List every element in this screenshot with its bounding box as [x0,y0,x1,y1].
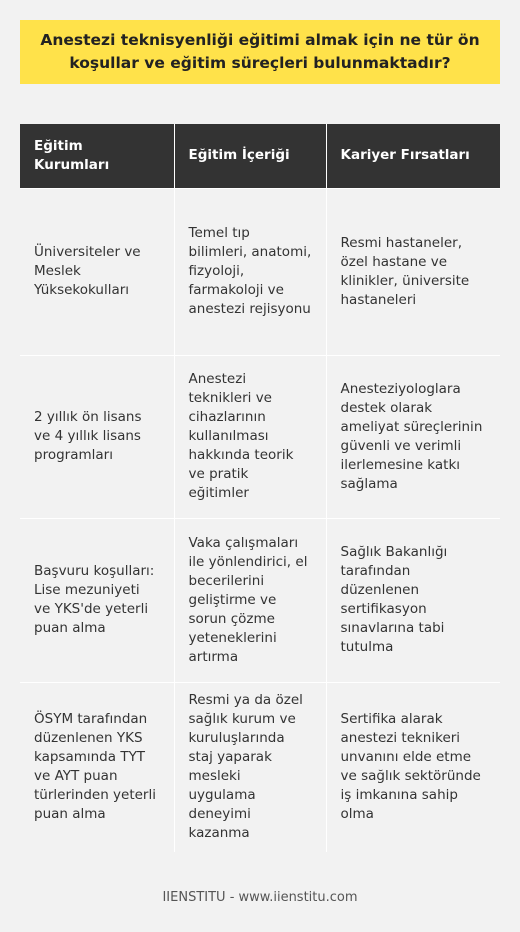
info-table [20,124,500,852]
table-cell: Temel tıp bilimleri, anatomi, fizyoloji, farmakoloji ve anestezi rejisyonu [174,188,326,355]
table-cell: 2 yıllık ön lisans ve 4 yıllık lisans programları [20,355,174,518]
table-cell: Sağlık Bakanlığı tarafından düzenlenen sertifikasyon sınavlarına tabi tutulma [326,518,500,682]
table-cell: Üniversiteler ve Meslek Yüksekokulları [20,188,174,355]
table-cell: Sertifika alarak anestezi teknikeri unvanını elde etme ve sağlık sektöründe iş imkanına sahip olma [326,682,500,852]
column-header-career: Kariyer Fırsatları [326,124,500,188]
table-row [20,355,500,518]
table-cell: Vaka çalışmaları ile yönlendirici, el becerilerini geliştirme ve sorun çözme yeteneklerini artırma [174,518,326,682]
table-cell: ÖSYM tarafından düzenlenen YKS kapsamında TYT ve AYT puan türlerinden yeterli puan alma [20,682,174,852]
table-cell: Resmi hastaneler, özel hastane ve klinikler, üniversite hastaneleri [326,188,500,355]
column-header-institutions: Eğitim Kurumları [20,124,174,188]
table-cell: Anestezi teknikleri ve cihazlarının kullanılması hakkında teorik ve pratik eğitimler [174,355,326,518]
table-header-row [20,124,500,188]
table-cell: Anesteziyologlara destek olarak ameliyat süreçlerinin güvenli ve verimli ilerlemesine katkı sağlama [326,355,500,518]
footer-credit: IIENSTITU - www.iienstitu.com [162,890,358,905]
column-header-content: Eğitim İçeriği [174,124,326,188]
table-cell: Başvuru koşulları: Lise mezuniyeti ve YKS'de yeterli puan alma [20,518,174,682]
page-title: Anestezi teknisyenliği eğitimi almak için ne tür ön koşullar ve eğitim süreçleri bulunmaktadır? [20,20,500,84]
table-row [20,682,500,852]
table-row [20,188,500,355]
table-row [20,518,500,682]
table-cell: Resmi ya da özel sağlık kurum ve kuruluşlarında staj yaparak mesleki uygulama deneyimi kazanma [174,682,326,852]
